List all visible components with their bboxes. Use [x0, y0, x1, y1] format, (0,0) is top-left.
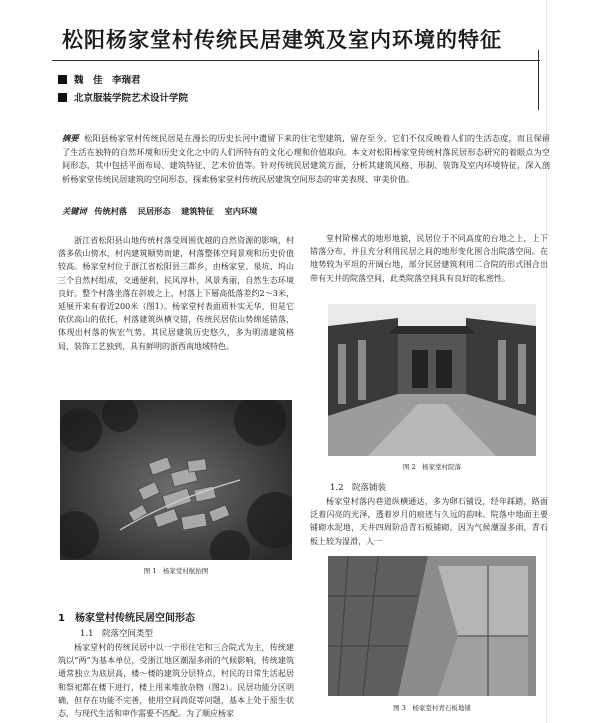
subsection-1-2-heading: 1.2 院落铺装	[330, 483, 387, 493]
fig2-courtyard-photo	[328, 304, 536, 456]
courtyard-image	[328, 304, 536, 456]
header-vertical-rule	[538, 50, 539, 110]
keyword: 室内环境	[224, 206, 258, 216]
header-rule	[52, 60, 540, 61]
section-1-heading: 1 杨家堂村传统民居空间形态	[58, 613, 195, 624]
keywords-label: 关键词	[62, 206, 87, 216]
fig3-caption: 图 3 杨家堂村青石板地铺	[393, 704, 471, 712]
fig1-caption: 图 1 杨家堂村航拍图	[143, 567, 209, 575]
abstract	[62, 132, 550, 186]
bullet-square-icon	[58, 93, 67, 102]
fig1-aerial-photo	[60, 400, 292, 560]
subsection-1-1-heading: 1.1 院落空间类型	[80, 629, 154, 639]
page-edge	[546, 0, 547, 723]
left-intro-paragraph: 浙江省松阳县山地传统村落受周围优越的自然资源的影响，村落多依山傍水，村内建筑顺势而建，村落整体空间景观和历史价值较高。杨家堂村位于浙江省松阳县三都乡，由杨家堂、泉坑、坞山三个自然村组成，交通便利，民风淳朴，风景秀丽，自然生态环境良好。整个村落坐落在斜坡之上，村落上下層高低落差约2～3米，延展开来有着近200米（图1）。杨家堂村表面质朴实无华，但是它依伏高山的依托，村落建筑纵横交错，传统民居依山势绵延错落，体现出村落的恢宏气势。其民居建筑历史悠久，多为明清建筑格局，装饰工艺独到，具有鲜明的浙西南地域特色。	[58, 236, 294, 351]
fig3-stone-slab-photo	[328, 556, 536, 696]
author-line	[58, 72, 141, 86]
right-top-paragraph: 堂村阶梯式的地形地貌，民居位于不同高度的台地之上，上下错落分布，并且充分利用民居之间的地形变化围合出院落空间。在地势较为平坦的开阔台地，部分民居建筑利用二合院的形式围合出带有天井的院落空间，此类院落空间具有良好的私密性。	[310, 234, 548, 283]
bullet-square-icon	[58, 75, 67, 84]
stone-slab-image	[328, 556, 536, 696]
fig2-caption: 图 2 杨家堂村院落	[402, 463, 462, 471]
abstract-label: 摘要	[62, 133, 79, 143]
keyword: 建筑特征	[181, 206, 214, 216]
keyword: 传统村落	[94, 206, 128, 216]
keywords	[62, 206, 550, 217]
subsection-1-2-text: 杨家堂村落内巷道纵横通达，多为卵石铺设，经年踩踏，路面泛着闪亮的光泽，透着岁月的痕迹与久远的韵味。院落中地面主要铺砌水泥地，天井四周阶沿青石板铺砌，因为气候潮湿多雨，青石板上较为湿滑，人一	[310, 497, 548, 546]
affiliation: 北京服装学院艺术设计学院	[74, 93, 189, 104]
aerial-photo-image	[60, 400, 292, 560]
keyword: 民居形态	[137, 206, 171, 216]
abstract-text: 松阳县杨家堂村传统民居是在漫长的历史长河中遗留下来的住宅型建筑，留存至今，它们不仅反映着人们的生活态度，而且保留了生活在独特的自然环境和历史文化之中的人们所特有的文化心理和价值取向。本文对松阳杨家堂传统村落民居形态研究的着眼点为空间形态，其中包括平面布局、建筑特征、艺术价值等。针对传统民居建筑方面，分析其建筑风格、形制、装饰及室内环境特征，深入剖析杨家堂传统民居建筑的空间形态，探索杨家堂村传统民居建筑空间形态的审美表现、审美价值。	[62, 133, 550, 184]
authors: 魏 佳 李瑞君	[74, 75, 141, 86]
affiliation-line	[58, 90, 188, 104]
subsection-1-1-text: 杨家堂村的传统民居中以一字形住宅和三合院式为主，传统建筑以“两”为基本单位，受浙江地区潮湿多雨的气候影响，传统建筑通常独立为底层高，楼～楼的建筑分层特点，村民的日常生活起居和祭祀都在楼下进行，楼上用来堆放杂物（图2）。民居功能分区明确，但存在功能不完善，使用空间尚促等问题，基本上处于原生状态，与现代生活和审作需要不匹配。为了顺应杨家	[58, 643, 294, 719]
article-title: 松阳杨家堂村传统民居建筑及室内环境的特征	[62, 28, 502, 52]
